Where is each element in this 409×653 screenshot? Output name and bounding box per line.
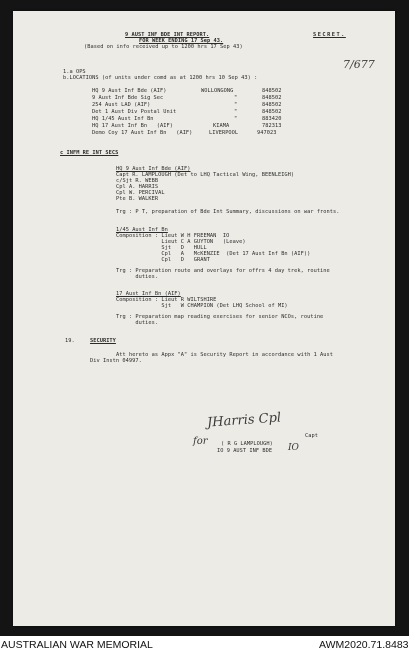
bn45-member: Cpl A McKENZIE (Det 17 Aust Inf Bn (AIF)) (116, 251, 311, 257)
bn17-training-cont: duties. (116, 320, 159, 326)
location-ref: 883420 (262, 116, 282, 122)
handwritten-folio-number: 7/677 (343, 58, 375, 71)
report-period: FOR WEEK ENDING 17 Sep 43. (139, 38, 224, 44)
location-ref: 782313 (262, 123, 282, 129)
locations-heading: b.LOCATIONS (of units under comd as at 1200 hrs 10 Sep 43) : (63, 75, 258, 81)
location-place: " (234, 109, 238, 115)
bn45-training: Trg : Preparation route and overlays for offrs 4 day trek, routine (116, 268, 330, 274)
security-text: Att hereto as Appx "A" is Security Report in accordance with 1 Aust (116, 352, 334, 358)
location-unit: Demo Coy 17 Aust Inf Bn (AIF) (92, 130, 193, 136)
ops-heading: 1.a OPS (63, 69, 86, 75)
location-ref: 848502 (262, 95, 282, 101)
report-title: 9 AUST INF BDE INT REPORT. (125, 32, 210, 38)
bn17-int-sec-title: 17 Aust Inf Bn (AIF) (116, 291, 181, 297)
location-place: LIVERPOOL (209, 130, 239, 136)
bde-member: Pte B. WALKER (116, 196, 159, 202)
location-place: " (234, 95, 238, 101)
location-ref: 848502 (262, 102, 282, 108)
location-place: WOLLONGONG (201, 88, 234, 94)
signature-role: IO 9 AUST INF BDE (217, 448, 273, 454)
archive-name: AUSTRALIAN WAR MEMORIAL (1, 639, 153, 651)
bde-member: Cpl W. PERCIVAL (116, 190, 165, 196)
signature-capt: Capt (305, 433, 318, 439)
location-ref: 947023 (257, 130, 277, 136)
bde-member: Cpl A. HARRIS (116, 184, 159, 190)
bn17-member: Composition : Lieut R WILTSHIRE (116, 297, 217, 303)
bn17-training: Trg : Preparation map reading exercises for senior NCOs, routine (116, 314, 324, 320)
location-unit: HQ 17 Aust Inf Bn (AIF) (92, 123, 173, 129)
location-unit: HQ 1/45 Aust Inf Bn (92, 116, 154, 122)
bde-training: Trg : P T, preparation of Bde Int Summary, discussions on war fronts. (116, 209, 340, 215)
security-heading: SECURITY (90, 338, 116, 344)
document-page (13, 11, 395, 626)
bn45-member: Sjt D HULL (116, 245, 207, 251)
bn45-member: Cpl D GRANT (116, 257, 210, 263)
location-ref: 848502 (262, 109, 282, 115)
bn17-member: Sjt W CHAMPION (Det LHQ School of MI) (116, 303, 288, 309)
signature-name: ( R G LAMPLOUGH) (221, 441, 273, 447)
bde-member: Capt R. LAMPLOUGH (Det to LHQ Tactical Wing, BEENLEIGH) (116, 172, 295, 178)
location-unit: 254 Aust LAD (AIF) (92, 102, 151, 108)
handwritten-signature: JHarris Cpl (206, 410, 282, 431)
archive-footer (0, 636, 409, 653)
handwritten-for: for (193, 436, 208, 447)
report-basis: (Based on info received up to 1200 hrs 17 Sep 43) (84, 44, 243, 50)
location-unit: HQ 9 Aust Inf Bde (AIF) (92, 88, 167, 94)
location-unit: Det 1 Aust Div Postal Unit (92, 109, 177, 115)
location-ref: 848502 (262, 88, 282, 94)
bn45-training-cont: duties. (116, 274, 159, 280)
location-place: " (234, 102, 238, 108)
handwritten-initials: IO (288, 443, 299, 453)
location-place: " (234, 116, 238, 122)
bn45-member: Composition : Lieut W H FREEMAN IO (116, 233, 230, 239)
location-place: KIAMA (213, 123, 230, 129)
bn45-member: Lieut C A GUYTON (Leave) (116, 239, 246, 245)
security-text-cont: Div Instn 04997. (90, 358, 142, 364)
archive-accession-number: AWM2020.71.8483 (319, 639, 409, 651)
bde-member: c/Sjt R. WEBB (116, 178, 159, 184)
classification-marking: SECRET. (313, 32, 346, 38)
bn45-int-sec-title: 1/45 Aust Inf Bn (116, 227, 168, 233)
int-secs-heading: c INFM RE INT SECS (60, 150, 119, 156)
security-number: 19. (65, 338, 75, 344)
location-unit: 9 Aust Inf Bde Sig Sec (92, 95, 164, 101)
bde-int-sec-title: HQ 9 Aust Inf Bde (AIF) (116, 166, 191, 172)
